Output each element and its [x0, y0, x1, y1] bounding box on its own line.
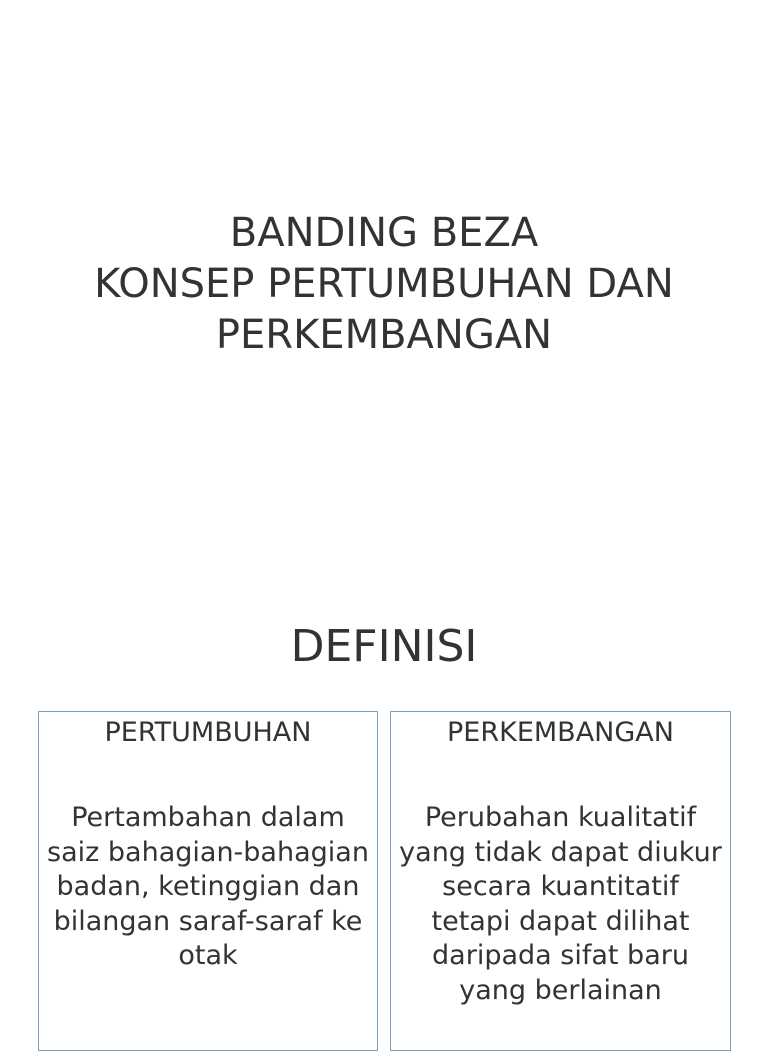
section-heading: DEFINISI [290, 621, 478, 672]
slide-title [0, 208, 768, 358]
column-header: PERKEMBANGAN [447, 717, 674, 748]
title-line: KONSEP PERTUMBUHAN DAN [94, 261, 674, 307]
column-body: Pertambahan dalam saiz bahagian-bahagian badan, ketinggian dan bilangan saraf-saraf ke otak [47, 802, 369, 971]
column-body: Perubahan kualitatif yang tidak dapat diukur secara kuantitatif tetapi dapat dilihat daripada sifat baru yang berlainan [399, 802, 722, 1006]
column-header: PERTUMBUHAN [104, 717, 312, 748]
title-line: BANDING BEZA [229, 210, 539, 256]
title-line: PERKEMBANGAN [215, 312, 553, 358]
definition-column-perkembangan [390, 711, 731, 1051]
definition-column-pertumbuhan [38, 711, 378, 1051]
